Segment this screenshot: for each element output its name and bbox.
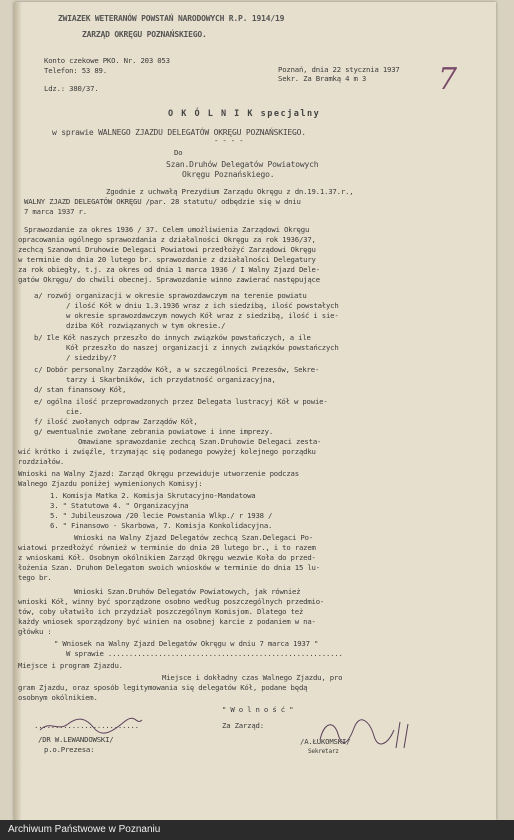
body-line: łożenia Szan. Druhom Delegatom swoich wniosków w terminie do dnia 15 lu-	[18, 563, 320, 572]
body-line: Zgodnie z uchwałą Prezydium Zarządu Okręgu z dn.19.1.37.r.,	[106, 187, 354, 196]
secretary-role: Sekretarz	[308, 748, 339, 755]
salutation-to: Do	[174, 148, 183, 157]
body-line: cie.	[66, 407, 83, 416]
body-line: w okresie sprawozdawczym nowych Kół wraz z siedzibą, ilość i sie-	[66, 311, 339, 320]
commission-line: 3. " Statutowa 4. " Organizacyjna	[50, 501, 189, 510]
document-page	[14, 2, 496, 820]
body-line: Omawiane sprawozdanie zechcą Szan.Druhowie Delegaci zesta-	[78, 437, 322, 446]
place-date: Poznań, dnia 22 stycznia 1937	[278, 65, 400, 74]
body-line: Wnioski Szan.Druhów Delegatów Powiatowych, jak również	[74, 587, 301, 596]
body-line: Wnioski na Walny Zjazd: Zarząd Okręgu przewiduje utworzenie podczas	[18, 469, 299, 478]
closing-for-board: Za Zarząd:	[222, 721, 264, 730]
commission-line: 5. " Jubileuszowa /20 lecie Powstania Wlkp./ r 1938 /	[50, 511, 273, 520]
president-name: /DR W.LEWANDOWSKI/	[38, 735, 114, 744]
body-line: / siedziby/?	[66, 353, 117, 362]
motto: " W o l n o ś ć "	[222, 705, 294, 714]
secretary-name: /A.ŁUKOMSKI/	[300, 737, 351, 746]
body-line: a/ rozwój organizacji w okresie sprawozdawczym na terenie powiatu	[34, 291, 307, 300]
secretariat-address: Sekr. Za Bramką 4 m 3	[278, 74, 367, 83]
body-line: zechcą Szanowni Druhowie Delegaci Powiatowi przedłożyć Zarządowi Okręgu	[18, 245, 316, 254]
proposal-heading-template: " Wniosek na Walny Zjazd Delegatów Okręgu w dniu 7 marca 1937 "	[54, 639, 319, 648]
phone-number: Telefon: 53 89.	[44, 66, 107, 75]
body-line: f/ ilość zwołanych odpraw Zarządów Kół,	[34, 417, 198, 426]
bank-account: Konto czekowe PKO. Nr. 203 053	[44, 56, 170, 65]
body-line: / ilość Kół w dniu 1.3.1936 wraz z ich siedzibą, ilość powstałych	[66, 301, 339, 310]
archive-credit: Archiwum Państwowe w Poznaniu	[8, 824, 161, 835]
body-line: Wnioski na Walny Zjazd Delegatów zechcą Szan.Delegaci Po-	[74, 533, 314, 542]
commission-line: 1. Komisja Matka 2. Komisja Skrutacyjno-Mandatowa	[50, 491, 256, 500]
body-line: wić krótko i zwięźle, trzymając się podanego powyżej kolejnego porządku	[18, 447, 316, 456]
body-line: Miejsce i dokładny czas Walnego Zjazdu, pro	[162, 673, 343, 682]
body-line: Walnego Zjazdu poniżej wymienionych Komisyj:	[18, 479, 203, 488]
title-separator: - - - -	[214, 136, 244, 145]
signature-scribble-left	[36, 714, 146, 736]
org-name-line2: ZARZĄD OKRĘGU POZNAŃSKIEGO.	[82, 30, 207, 39]
body-line: gram Zjazdu, oraz sposób legitymowania się delegatów Kół, podane będą	[18, 683, 308, 692]
archive-footer-bar	[0, 820, 514, 840]
body-line: rozdziałów.	[18, 457, 65, 466]
body-line: b/ Ile Kół naszych przeszło do innych związków powstańczych, a ile	[34, 333, 311, 342]
body-line: Sprawozdanie za okres 1936 / 37. Celem umożliwienia Zarządowi Okręgu	[24, 225, 310, 234]
body-line: tów, coby ułatwiło ich przydział poszczególnym Komisjom. Dlatego też	[18, 607, 304, 616]
body-line: opracowania ogólnego sprawozdania z działalności Okręgu za rok 1936/37,	[18, 235, 316, 244]
body-line: dziba Kół rozwiązanych w tym okresie./	[66, 321, 226, 330]
body-line: Miejsce i program Zjazdu.	[18, 661, 123, 670]
body-line: w terminie do dnia 20 lutego br. sprawozdanie z działalności Delegatury	[18, 255, 316, 264]
body-line: d/ stan finansowy Kół,	[34, 385, 127, 394]
body-line: główku :	[18, 627, 52, 636]
signature-scribble-right	[314, 714, 424, 754]
body-line: tego br.	[18, 573, 52, 582]
org-name-line1: ZWIAZEK WETERANÓW POWSTAŃ NARODOWYCH R.P. 1914/19	[58, 14, 285, 23]
body-line: wnioski Kół, winny być sporządzone osobno według poszczególnych przedmio-	[18, 597, 325, 606]
body-line: wiatowi przedłożyć również w terminie do dnia 20 lutego br., i to razem	[18, 543, 316, 552]
handwritten-number: 7	[438, 62, 458, 97]
reference-number: Ldz.: 380/37.	[44, 84, 99, 93]
signature-dots: .........................	[34, 721, 139, 730]
document-subject: w sprawie WALNEGO ZJAZDU DELEGATÓW OKRĘGU POZNAŃSKIEGO.	[52, 128, 306, 137]
body-line: Kół przeszło do naszej organizacji z innych związków powstańczych	[66, 343, 339, 352]
document-title: O K Ó L N I K specjalny	[168, 109, 321, 119]
body-line: z wnioskami Kół. Osobnym okólnikiem Zarząd Okręgu wezwie Koła do przed-	[18, 553, 316, 562]
president-role: p.o.Prezesa:	[44, 745, 95, 754]
body-line: WALNY ZJAZD DELEGATÓW OKRĘGU /par. 28 statutu/ odbędzie się w dniu	[24, 197, 301, 206]
body-line: za rok obiegły, t.j. za okres od dnia 1 marca 1936 / I Walny Zjazd Dele-	[18, 265, 320, 274]
body-line: e/ ogólna ilość przeprowadzonych przez Delegata lustracyj Kół w powie-	[34, 397, 328, 406]
body-line: każdy wniosek sporządzony być winien na osobnej karcie z podaniem w na-	[18, 617, 316, 626]
commission-line: 6. " Finansowo - Skarbowa, 7. Komisja Konkolidacyjna.	[50, 521, 273, 530]
proposal-subject-template: W sprawie ........................................................	[66, 649, 343, 658]
body-line: osobnym okólnikiem.	[18, 693, 98, 702]
body-line: 7 marca 1937 r.	[24, 207, 87, 216]
addressee-line1: Szan.Druhów Delegatów Powiatowych	[166, 160, 319, 169]
body-line: c/ Dobór personalny Zarządów Kół, a w szczególności Prezesów, Sekre-	[34, 365, 320, 374]
body-line: gatów Okręgu/ do chwili obecnej. Sprawozdanie winno zawierać następujące	[18, 275, 320, 284]
body-line: g/ ewentualnie zwołane zebrania powiatowe i inne imprezy.	[34, 427, 274, 436]
body-line: tarzy i Skarbników, ich przydatność organizacyjna,	[66, 375, 276, 384]
addressee-line2: Okręgu Poznańskiego.	[182, 170, 275, 179]
